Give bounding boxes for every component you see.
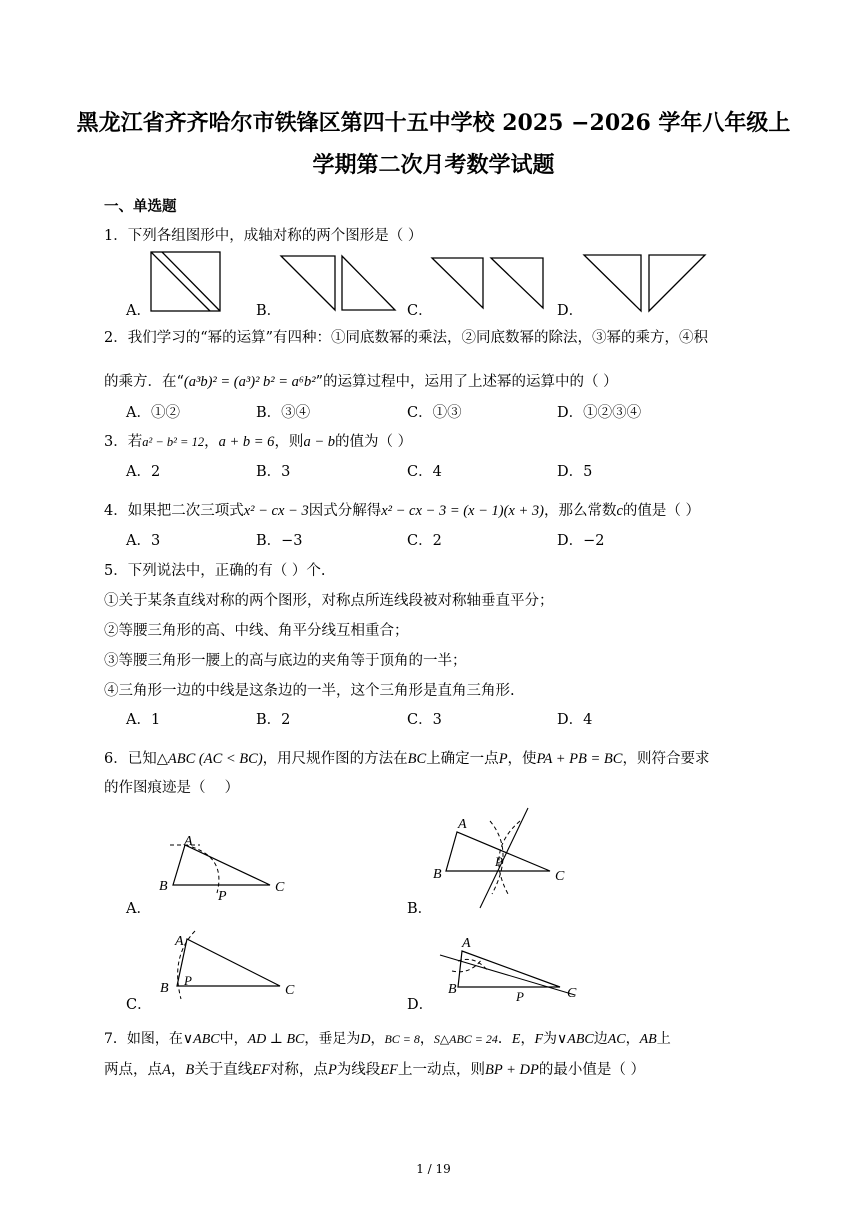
- q6-option-a: A．: [126, 901, 151, 917]
- q1-stem: 1．下列各组图形中，成轴对称的两个图形是（ ）: [104, 228, 423, 244]
- q2-formula: (a³b)² = (a³)² b² = a⁶b²: [183, 374, 316, 390]
- q7-l1-text-8: 为: [543, 1031, 558, 1047]
- q3-option-d: D．5: [557, 464, 593, 480]
- q6-c-label-b: B: [160, 981, 169, 996]
- q7-l1-text-3: ，垂足为: [304, 1031, 361, 1047]
- q3-text-3: ，则: [274, 434, 304, 450]
- q4-option-a: A．3: [126, 533, 161, 549]
- q3-text-1: 3．若: [104, 434, 143, 450]
- q6-a-label-a: A: [184, 834, 193, 849]
- q7-l1-formula-8: ∨ABC: [557, 1032, 594, 1047]
- q7-l1-text-10: ，: [625, 1031, 640, 1047]
- q2-option-d: D．①②③④: [557, 405, 642, 421]
- q4-text-3: ，那么常数: [543, 503, 617, 519]
- q1-option-c: C．: [407, 303, 433, 319]
- q7-l1-formula-5: S△ABC = 24: [433, 1032, 498, 1046]
- q3-option-a: A．2: [126, 464, 161, 480]
- q6-d-label-c: C: [567, 986, 577, 1001]
- q1-option-c-figure: [431, 256, 547, 310]
- q6-figure-b: [430, 806, 575, 914]
- q6-formula-2: BC: [407, 751, 427, 767]
- q6-b-label-b: B: [433, 867, 442, 882]
- q5-stem: 5．下列说法中，正确的有（ ）个.: [104, 563, 326, 579]
- q6-option-d: D．: [407, 997, 434, 1013]
- q2-stem-line-2: [104, 370, 618, 391]
- q5-option-b: B．2: [256, 712, 291, 728]
- q7-l1-formula-1: ∨ABC: [182, 1032, 220, 1047]
- q4-text-2: 因式分解得: [308, 503, 382, 519]
- page-number: 1 / 19: [416, 1162, 451, 1176]
- q7-l1-text-4: ，: [370, 1031, 385, 1047]
- q7-l1-text-2: 中，: [219, 1031, 248, 1047]
- q5-option-d: D．4: [557, 712, 593, 728]
- q7-l1-formula-10: AB: [639, 1032, 657, 1047]
- q6-option-c: C．: [126, 997, 152, 1013]
- q6-d-label-p: P: [516, 989, 524, 1004]
- q1-option-d: D．: [557, 303, 584, 319]
- q6-text-4: ，使: [507, 751, 537, 767]
- q7-stem-line-1: [104, 1028, 671, 1048]
- q4-formula-2: x² − cx − 3 = (x − 1)(x + 3): [381, 503, 544, 519]
- q7-l2-text-1: 两点，点: [104, 1062, 162, 1078]
- q6-formula-4: PA + PB = BC: [536, 751, 623, 767]
- q7-l2-text-3: 关于直线: [194, 1062, 253, 1078]
- q1-option-a: A．: [126, 303, 151, 319]
- q3-formula-3: a − b: [303, 434, 335, 450]
- q6-figure-d: [440, 933, 585, 1005]
- q7-l1-formula-9: AC: [607, 1032, 626, 1047]
- q6-a-label-p: P: [218, 889, 227, 904]
- q1-option-d-figure: [583, 253, 709, 313]
- q6-b-label-p: P: [495, 854, 503, 869]
- q7-l1-formula-4: BC = 8: [384, 1032, 420, 1046]
- section-heading: 一、单选题: [104, 198, 177, 215]
- q7-l2-formula-2: B: [185, 1062, 195, 1078]
- q7-l2-text-5: 为线段: [336, 1062, 381, 1078]
- q7-l2-formula-6: BP + DP: [485, 1062, 539, 1078]
- q5-statement-1: ①关于某条直线对称的两个图形，对称点所连线段被对称轴垂直平分；: [104, 593, 554, 609]
- q7-l1-text-11: 上: [656, 1031, 671, 1047]
- q2-option-a: A．①②: [126, 405, 180, 421]
- q3-option-c: C．4: [407, 464, 442, 480]
- q4-option-b: B．−3: [256, 533, 303, 549]
- q7-l2-text-4: 对称，点: [269, 1062, 328, 1078]
- q7-l1-formula-3: D: [360, 1032, 371, 1047]
- q1-option-b-figure: [280, 254, 398, 312]
- q2-option-b: B．③④: [256, 405, 311, 421]
- q6-text-3: 上确定一点: [426, 751, 499, 767]
- q6-figure-c: [155, 927, 305, 1003]
- q6-option-b: B．: [407, 901, 433, 917]
- q6-figure-a: [155, 833, 295, 908]
- q3-option-b: B．3: [256, 464, 291, 480]
- q7-l1-formula-6: E: [511, 1032, 521, 1047]
- q6-c-label-c: C: [285, 983, 295, 998]
- q7-stem-line-2: [104, 1058, 645, 1079]
- q7-l1-text-9: 边: [593, 1031, 608, 1047]
- q7-l1-text-7: ，: [520, 1031, 535, 1047]
- q6-text-1: 6．已知: [104, 751, 157, 767]
- q4-formula-3: c: [616, 503, 623, 519]
- q6-d-label-b: B: [448, 982, 457, 997]
- q7-l2-text-2: ，: [170, 1062, 186, 1078]
- q7-l1-text-6: ．: [497, 1031, 512, 1047]
- q4-option-d: D．−2: [557, 533, 605, 549]
- q3-formula-1: a² − b² = 12: [142, 435, 205, 449]
- q5-option-a: A．1: [126, 712, 161, 728]
- q5-statement-3: ③等腰三角形一腰上的高与底边的夹角等于顶角的一半；: [104, 653, 467, 669]
- q7-l1-formula-2: AD ⊥ BC: [247, 1032, 305, 1047]
- q6-stem-line-2: 的作图痕迹是（ ）: [104, 780, 240, 796]
- q2-option-c: C．①③: [407, 405, 462, 421]
- q3-text-4: 的值为（ ）: [334, 434, 413, 450]
- q3-formula-2: a + b = 6: [218, 434, 275, 450]
- q1-option-a-figure: [150, 250, 222, 314]
- q7-l2-text-6: 上一动点，则: [398, 1062, 486, 1078]
- q7-l2-formula-5: EF: [380, 1062, 399, 1078]
- q5-option-c: C．3: [407, 712, 442, 728]
- q6-formula-1: △ABC (AC < BC): [156, 751, 263, 767]
- q2-text-2: ”的运算过程中，运用了上述幂的运算中的（ ）: [315, 374, 618, 390]
- q4-formula-1: x² − cx − 3: [243, 503, 309, 519]
- q1-option-b: B．: [256, 303, 282, 319]
- q3-stem: [104, 430, 412, 451]
- q3-text-2: ，: [204, 434, 219, 450]
- q6-a-label-b: B: [159, 879, 168, 894]
- q2-stem-line-1: 2．我们学习的“幂的运算”有四种：①同底数幂的乘法，②同底数幂的除法，③幂的乘方，④积: [104, 330, 709, 346]
- q6-b-label-c: C: [555, 869, 565, 884]
- q6-formula-3: P: [498, 751, 508, 767]
- q7-l1-text-5: ，: [419, 1031, 434, 1047]
- q5-statement-2: ②等腰三角形的高、中线、角平分线互相重合；: [104, 623, 409, 639]
- q7-l2-formula-4: P: [327, 1062, 337, 1078]
- q7-l1-text-1: 7．如图，在: [104, 1031, 183, 1047]
- q6-d-label-a: A: [462, 936, 471, 951]
- q6-b-label-a: A: [458, 817, 467, 832]
- title-line-2: 学期第二次月考数学试题: [312, 152, 555, 178]
- q6-c-label-a: A: [175, 934, 184, 949]
- q5-statement-4: ④三角形一边的中线是这条边的一半，这个三角形是直角三角形.: [104, 683, 515, 699]
- q4-text-4: 的值是（ ）: [622, 503, 701, 519]
- q4-option-c: C．2: [407, 533, 442, 549]
- q6-text-2: ，用尺规作图的方法在: [262, 751, 408, 767]
- q7-l2-text-7: 的最小值是（ ）: [538, 1062, 645, 1078]
- q6-c-label-p: P: [184, 973, 192, 988]
- q6-text-5: ，则符合要求: [622, 751, 710, 767]
- q7-l2-formula-3: EF: [252, 1062, 270, 1078]
- q4-text-1: 4．如果把二次三项式: [104, 503, 244, 519]
- q2-text-1: 的乘方．在“: [104, 374, 184, 390]
- q7-l2-formula-1: A: [162, 1062, 171, 1078]
- q4-stem: [104, 499, 700, 520]
- q6-a-label-c: C: [275, 880, 285, 895]
- q6-stem-line-1: [104, 747, 709, 768]
- title-line-1: 黑龙江省齐齐哈尔市铁锋区第四十五中学校 2025 −2026 学年八年级上: [76, 110, 791, 136]
- q7-l1-formula-7: F: [534, 1032, 544, 1047]
